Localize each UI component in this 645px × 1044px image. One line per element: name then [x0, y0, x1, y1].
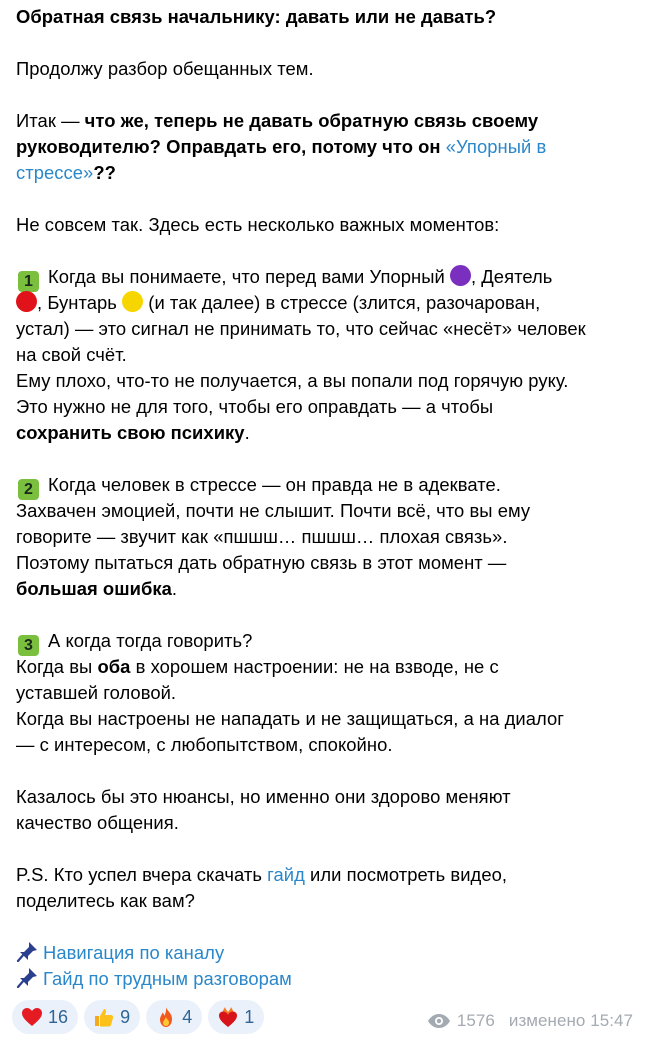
point-1-line-2: , Бунтарь (и так далее) в стрессе (злится, разочарован,	[16, 290, 633, 316]
point-2-line-3: говорите — звучит как «пшшш… пшшш… плохая связь».	[16, 526, 508, 547]
view-count: 1576	[456, 1011, 495, 1030]
reaction-fire[interactable]: 4	[146, 1000, 202, 1034]
intro-text: Продолжу разбор обещанных тем.	[16, 58, 314, 79]
point-1-line-5: Ему плохо, что-то не получается, а вы попали под горячую руку.	[16, 370, 569, 391]
point-1-line-6: Это нужно не для того, чтобы его оправдать — а чтобы	[16, 396, 494, 417]
reaction-thumbs-up[interactable]: 9	[84, 1000, 140, 1034]
channel-navigation-link[interactable]: Навигация по каналу	[43, 942, 225, 963]
guide-link-row	[16, 966, 633, 992]
difficult-conversations-guide-link[interactable]: Гайд по трудным разговорам	[43, 968, 292, 989]
keycap-2-icon: 2	[18, 479, 39, 500]
point-2-line-4: Поэтому пытаться дать обратную связь в этот момент —	[16, 552, 507, 573]
red-circle-icon	[16, 291, 37, 312]
point-3-line-2: Когда вы оба в хорошем настроении: не на взводе, не с	[16, 656, 499, 677]
lead-text: Не совсем так. Здесь есть несколько важных моментов:	[16, 214, 500, 235]
keycap-3-icon: 3	[18, 635, 39, 656]
ps-line-1: P.S. Кто успел вчера скачать гайд или посмотреть видео,	[16, 864, 508, 885]
question-line-3: стрессе»??	[16, 162, 116, 183]
reactions-bar	[12, 1000, 264, 1034]
keycap-1-icon: 1	[18, 271, 39, 292]
pushpin-icon	[16, 940, 40, 962]
reaction-heart-on-fire[interactable]: 1	[208, 1000, 264, 1034]
heart-on-fire-icon	[216, 1006, 240, 1028]
point-3-line-1: 3 А когда тогда говорить?	[16, 628, 633, 654]
stubborn-link-cont[interactable]: стрессе»	[16, 162, 94, 183]
point-1-line-3: устал) — это сигнал не принимать то, что сейчас «несёт» человек	[16, 318, 586, 339]
post-title: Обратная связь начальнику: давать или не давать?	[16, 6, 497, 27]
edited-timestamp: изменено 15:47	[508, 1011, 633, 1030]
pushpin-icon	[16, 966, 40, 988]
conclusion-line-2: качество общения.	[16, 812, 179, 833]
question-line-1: Итак — что же, теперь не давать обратную связь своему	[16, 110, 539, 131]
question-line-2: руководителю? Оправдать его, потому что он «Упорный в	[16, 136, 547, 157]
eye-icon	[427, 1013, 451, 1029]
post-meta	[427, 1008, 633, 1034]
point-1-line-1: 1 Когда вы понимаете, что перед вами Упорный , Деятель	[16, 264, 633, 290]
nav-link-row	[16, 940, 633, 966]
point-2-line-2: Захвачен эмоцией, почти не слышит. Почти всё, что вы ему	[16, 500, 531, 521]
thumbs-up-icon	[92, 1006, 116, 1028]
point-3-line-5: — с интересом, с любопытством, спокойно.	[16, 734, 393, 755]
conclusion-line-1: Казалось бы это нюансы, но именно они здорово меняют	[16, 786, 511, 807]
purple-circle-icon	[450, 265, 471, 286]
message-footer	[12, 1000, 633, 1034]
stubborn-link[interactable]: «Упорный в	[445, 136, 547, 157]
ps-line-2: поделитесь как вам?	[16, 890, 195, 911]
point-2-line-1: 2 Когда человек в стрессе — он правда не в адеквате.	[16, 472, 633, 498]
reaction-heart[interactable]: 16	[12, 1000, 78, 1034]
yellow-circle-icon	[122, 291, 143, 312]
point-3-line-4: Когда вы настроены не нападать и не защищаться, а на диалог	[16, 708, 565, 729]
point-1-line-4: на свой счёт.	[16, 344, 127, 365]
point-2-line-5: большая ошибка.	[16, 578, 178, 599]
point-3-line-3: уставшей головой.	[16, 682, 177, 703]
guide-inline-link[interactable]: гайд	[267, 864, 305, 885]
point-1-line-7: сохранить свою психику.	[16, 422, 250, 443]
heart-icon	[20, 1006, 44, 1028]
fire-icon	[154, 1006, 178, 1028]
